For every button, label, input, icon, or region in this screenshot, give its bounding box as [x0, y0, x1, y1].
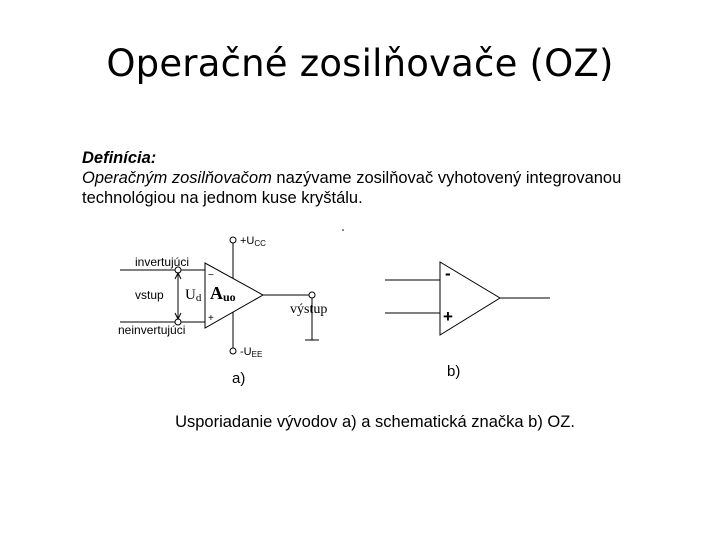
caption-b: b) — [447, 363, 461, 380]
label-supply-pos: +UCC — [240, 235, 266, 248]
label-invertujuci: invertujúci — [135, 255, 190, 269]
label-ud: Ud — [185, 287, 202, 304]
opamp-b-minus-label: - — [445, 264, 451, 283]
diagram-b — [385, 262, 550, 335]
label-vstup: vstup — [135, 288, 164, 302]
caption-a: a) — [232, 370, 246, 387]
definition-line-2: technológiou na jednom kuse kryštálu. — [82, 189, 363, 207]
definition-heading: Definícia: — [82, 149, 157, 167]
label-gain: Auo — [210, 283, 236, 304]
definition-line-1-rest: nazývame zosilňovač vyhotovený integrovanou — [271, 169, 622, 187]
figure-caption: Usporiadanie vývodov a) a schematická značka b) OZ. — [175, 413, 575, 431]
page-title: Operačné zosilňovače (OZ) — [106, 42, 614, 85]
label-supply-neg: -UEE — [240, 346, 263, 359]
definition-term: Operačným zosilňovačom — [82, 169, 272, 187]
supply-neg-terminal — [230, 348, 236, 354]
supply-pos-terminal — [230, 237, 236, 243]
stray-dot — [342, 229, 344, 231]
label-opamp-plus: + — [208, 313, 214, 324]
opamp-a-output-terminal — [309, 292, 315, 298]
label-vystup: výstup — [290, 302, 328, 317]
opamp-b-plus-label: + — [443, 307, 453, 326]
label-neinvertujuci: neinvertujúci — [118, 323, 186, 337]
label-opamp-minus: − — [208, 270, 214, 281]
